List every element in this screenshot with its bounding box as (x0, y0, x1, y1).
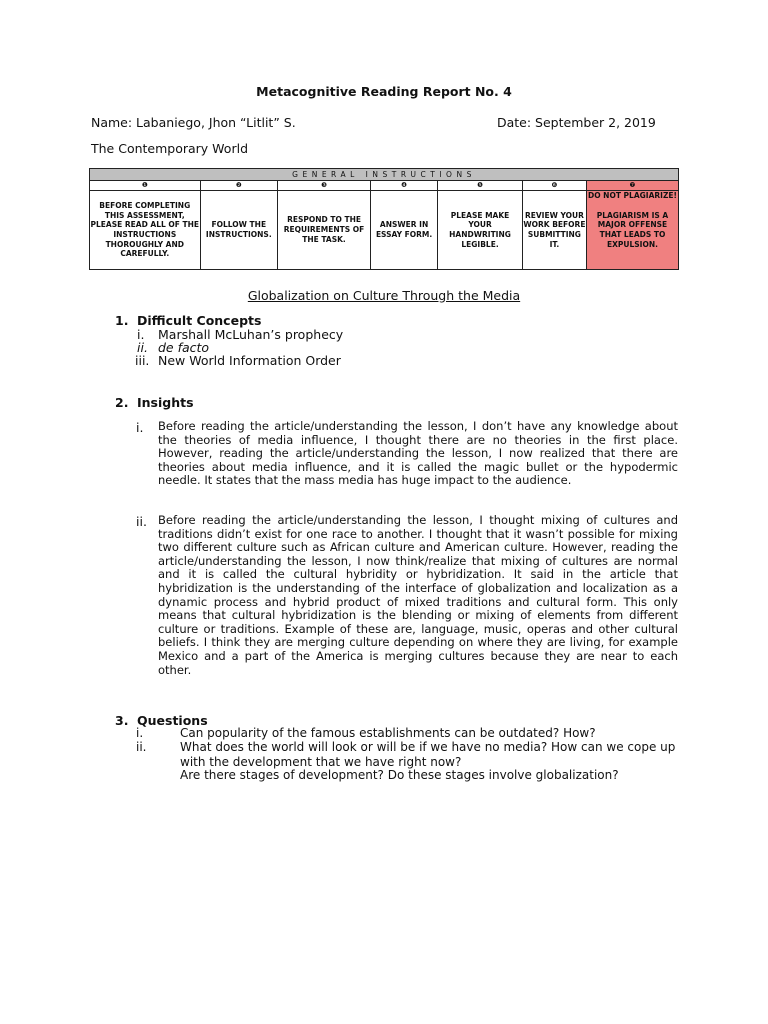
plagiarism-warning-cell (586, 191, 678, 270)
section-number: 1. (115, 313, 129, 328)
instruction-cell: ANSWER IN ESSAY FORM. (371, 191, 438, 270)
list-numeral: i. (137, 327, 145, 342)
instruction-cell: BEFORE COMPLETING THIS ASSESSMENT, PLEASE READ ALL OF THE INSTRUCTIONS THOROUGHLY AND CAREFULLY. (90, 191, 201, 270)
question-text: Can popularity of the famous establishments can be outdated? How? (180, 726, 596, 740)
section-heading: Questions (137, 713, 208, 728)
list-text: New World Information Order (158, 353, 341, 368)
list-text: de facto (158, 340, 210, 355)
course-name: The Contemporary World (91, 141, 249, 156)
list-numeral: i. (136, 420, 144, 435)
section-heading: Insights (137, 395, 194, 410)
instruction-number: ❶ (90, 181, 201, 191)
list-item (135, 353, 341, 368)
section-difficult-concepts (115, 313, 261, 328)
insight-paragraph: Before reading the article/understanding the lesson, I thought mixing of cultures and traditions didn’t exist for one race to another. I thought that it wasn’t possible for mixing two different culture such as African culture and American culture. However, reading the article/understanding the lesson, I now think/realize that mixing of cultures are normal and it is called the cultural hybridity or hybridization. It said in the article that hybridization is the understanding of the interface of globalization and localization as a dynamic process and hybrid product of mixed traditions and cultural form. This only means that cultural hybridization is the blending or mixing of elements from different culture or traditions. Example of these are, language, music, operas and other cultural beliefs. I think they are merging culture depending on where they are living, for example Mexico and a part of the America is merging cultures because they are near to each other. (158, 513, 678, 677)
instruction-cell: REVIEW YOUR WORK BEFORE SUBMITTING IT. (522, 191, 586, 270)
instruction-cell: FOLLOW THE INSTRUCTIONS. (200, 191, 277, 270)
plagiarism-warning-text: PLAGIARISM IS A MAJOR OFFENSE THAT LEADS TO EXPULSION. (596, 210, 669, 249)
student-name: Name: Labaniego, Jhon “Litlit” S. (91, 115, 296, 130)
instruction-cell: PLEASE MAKE YOUR HANDWRITING LEGIBLE. (438, 191, 523, 270)
general-instructions-table (89, 168, 679, 270)
report-date: Date: September 2, 2019 (497, 115, 656, 130)
report-title: Metacognitive Reading Report No. 4 (256, 84, 512, 99)
list-text: Marshall McLuhan’s prophecy (158, 327, 344, 342)
section-heading: Difficult Concepts (137, 313, 262, 328)
instruction-number: ❺ (438, 181, 523, 191)
insight-paragraph: Before reading the article/understanding the lesson, I don’t have any knowledge about the theories of media influence, I thought there are no theories in the first place. However, reading the article/understanding the lesson, I now realized that there are theories about media influence, and it is called the magic bullet or the hypodermic needle. It states that the mass media has huge impact to the audience. (158, 419, 678, 488)
instruction-number: ❷ (200, 181, 277, 191)
instruction-cell: RESPOND TO THE REQUIREMENTS OF THE TASK. (278, 191, 371, 270)
instruction-number: ❸ (278, 181, 371, 191)
list-numeral: ii. (136, 514, 147, 529)
list-numeral: ii. (137, 340, 148, 355)
instruction-number: ❻ (522, 181, 586, 191)
list-numeral: ii. (136, 740, 147, 754)
list-numeral: i. (136, 726, 144, 740)
section-number: 3. (115, 713, 129, 728)
article-subtitle: Globalization on Culture Through the Media (247, 288, 521, 303)
question-text: Are there stages of development? Do these stages involve globalization? (180, 768, 619, 782)
section-number: 2. (115, 395, 129, 410)
instructions-header: GENERAL INSTRUCTIONS (90, 169, 679, 181)
question-text: What does the world will look or will be if we have no media? How can we cope up with the development that we have right now? (180, 740, 676, 769)
instruction-number: ❹ (371, 181, 438, 191)
plagiarism-warning-title: DO NOT PLAGIARIZE! (587, 191, 677, 200)
instruction-number: ❼ (586, 181, 678, 191)
list-numeral: iii. (135, 353, 150, 368)
section-insights (115, 395, 194, 410)
